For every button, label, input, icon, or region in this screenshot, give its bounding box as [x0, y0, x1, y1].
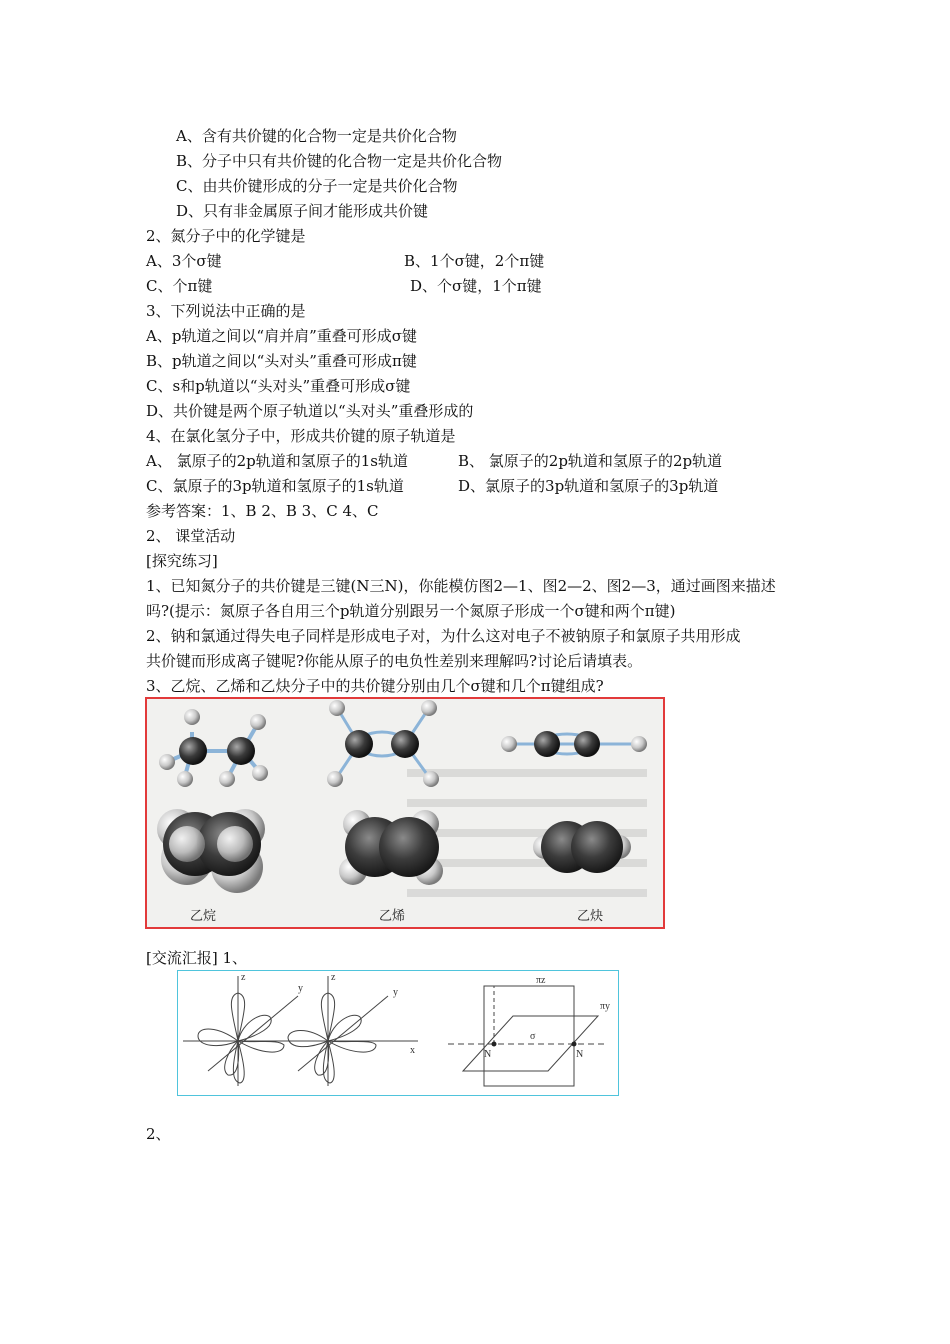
molecule-models-figure: [145, 697, 665, 929]
answer-key: 参考答案：1、B 2、B 3、C 4、C: [146, 502, 379, 520]
ethylene-space-filling-model: [339, 810, 443, 885]
n-atom-label-2: N: [576, 1049, 584, 1060]
explore-line-1: 1、已知氮分子的共价键是三键(N三N)，你能模仿图2—1、图2—2、图2—3，通过画图来描述: [146, 577, 776, 595]
explore-line-2: 吗?(提示：氮原子各自用三个p轨道分别跟另一个氮原子形成一个σ键和两个π键): [146, 602, 676, 620]
q3-option-d: D、共价键是两个原子轨道以“头对头”重叠形成的: [146, 402, 474, 420]
n-atom-label-1: N: [484, 1049, 492, 1060]
q4-option-c: C、氯原子的3p轨道和氢原子的1s轨道: [146, 477, 404, 495]
q2-option-a: A、3个σ键: [146, 252, 222, 270]
acetylene-ball-stick-model: [509, 734, 637, 754]
q4-option-b: B、 氯原子的2p轨道和氢原子的2p轨道: [458, 452, 723, 470]
pi-z-label: πz: [536, 975, 546, 986]
y-label-2: y: [393, 987, 398, 998]
ethane-caption: 乙烷: [190, 909, 217, 924]
q2-stem: 2、氮分子中的化学键是: [146, 227, 306, 245]
molecule-models-svg: [147, 699, 663, 927]
orbital-overlap-figure: [177, 970, 619, 1096]
pi-y-label: πy: [600, 1001, 611, 1012]
q2-option-b: B、1个σ键，2个π键: [404, 252, 545, 270]
q3-stem: 3、下列说法中正确的是: [146, 302, 306, 320]
q1-option-a: A、含有共价键的化合物一定是共价化合物: [176, 127, 457, 145]
orbital-overlap-svg: [178, 971, 618, 1095]
q1-option-b: B、分子中只有共价键的化合物一定是共价化合物: [176, 152, 503, 170]
q1-option-d: D、只有非金属原子间才能形成共价键: [176, 202, 429, 220]
explore-line-3: 2、钠和氯通过得失电子同样是形成电子对，为什么这对电子不被钠原子和氯原子共用形成: [146, 627, 741, 645]
q2-option-c: C、个π键: [146, 277, 213, 295]
acetylene-caption: 乙炔: [577, 909, 604, 924]
item-2-label: 2、: [146, 1125, 171, 1143]
sigma-label: σ: [530, 1031, 536, 1042]
q3-option-c: C、s和p轨道以“头对头”重叠可形成σ键: [146, 377, 411, 395]
report-title: [交流汇报] 1、: [146, 949, 248, 967]
q3-option-a: A、p轨道之间以“肩并肩”重叠可形成σ键: [146, 327, 418, 345]
q4-option-a: A、 氯原子的2p轨道和氢原子的1s轨道: [146, 452, 408, 470]
section-heading: 2、 课堂活动: [146, 527, 236, 545]
q2-option-d: D、个σ键，1个π键: [410, 277, 542, 295]
ethane-space-filling-model: [157, 809, 265, 893]
q1-option-c: C、由共价键形成的分子一定是共价化合物: [176, 177, 458, 195]
q4-option-d: D、氯原子的3p轨道和氢原子的3p轨道: [458, 477, 719, 495]
x-label: x: [410, 1045, 415, 1056]
explore-line-5: 3、乙烷、乙烯和乙炔分子中的共价键分别由几个σ键和几个π键组成?: [146, 677, 604, 695]
q4-stem: 4、在氯化氢分子中，形成共价键的原子轨道是: [146, 427, 456, 445]
z-label-2: z: [331, 972, 336, 983]
explore-title: [探究练习]: [146, 552, 218, 570]
y-label-1: y: [298, 983, 303, 994]
ethylene-caption: 乙烯: [379, 909, 406, 924]
explore-line-4: 共价键而形成离子键呢?你能从原子的电负性差别来理解吗?讨论后请填表。: [146, 652, 643, 670]
q3-option-b: B、p轨道之间以“头对头”重叠可形成π键: [146, 352, 417, 370]
z-label-1: z: [241, 972, 246, 983]
